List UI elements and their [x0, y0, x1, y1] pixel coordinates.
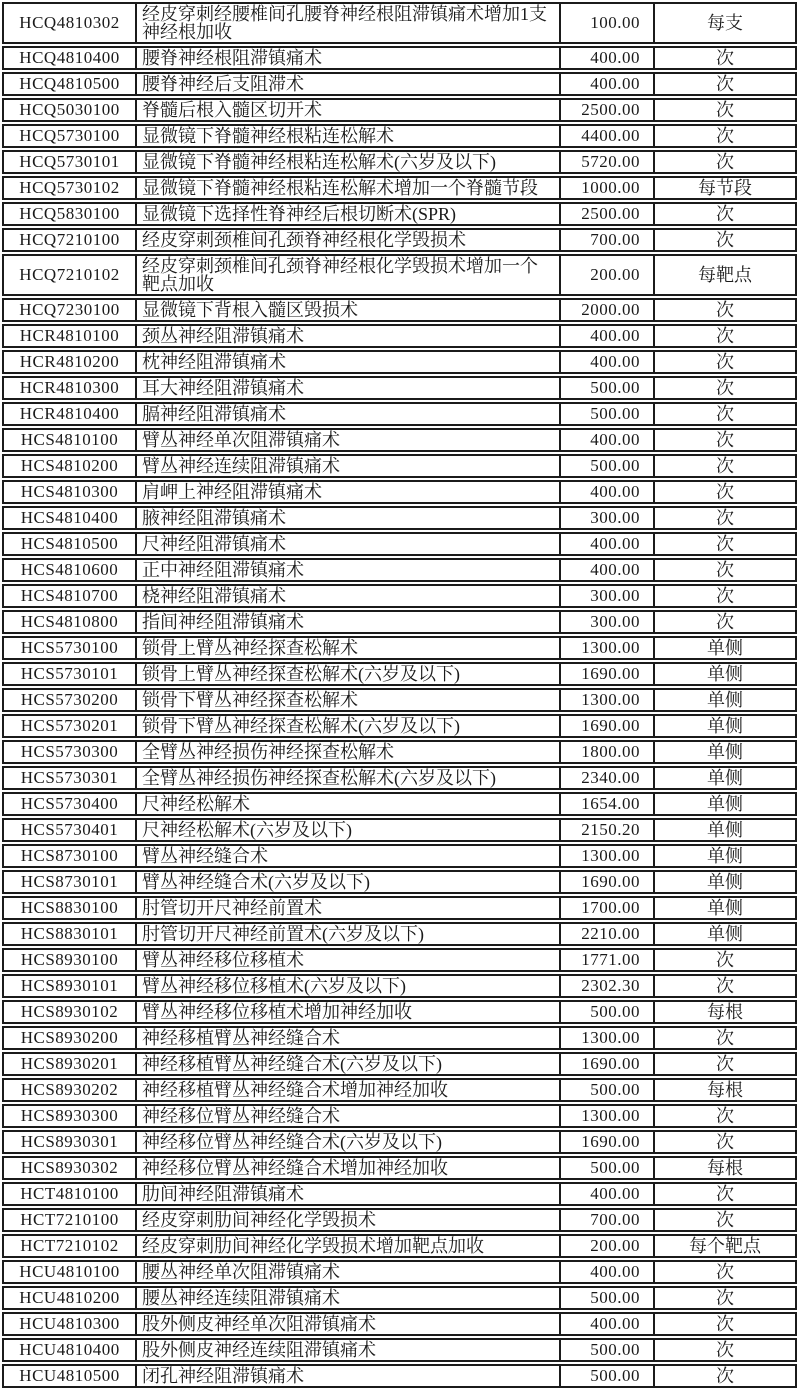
- item-code-cell: HCU4810100: [19, 1262, 120, 1281]
- item-unit-cell: 单侧: [653, 768, 795, 788]
- item-code-cell: HCS5730301: [20, 768, 119, 787]
- item-unit-cell: 每节段: [653, 178, 795, 198]
- item-name-cell: 桡神经阻滞镇痛术: [135, 586, 559, 606]
- item-price-cell: 400.00: [559, 534, 653, 554]
- item-price-cell: 500.00: [559, 1080, 653, 1100]
- item-code-cell: HCS4810300: [20, 482, 119, 501]
- item-name-cell: 腋神经阻滞镇痛术: [135, 508, 559, 528]
- item-code-cell: HCS8930201: [20, 1054, 119, 1073]
- item-code-cell: HCS8930200: [20, 1028, 119, 1047]
- item-code-cell: HCS4810600: [20, 560, 119, 579]
- item-price-cell: 2000.00: [559, 300, 653, 320]
- table-row: [2, 662, 797, 686]
- item-price-cell: 500.00: [559, 378, 653, 398]
- item-price-cell: 1300.00: [559, 638, 653, 658]
- item-price-cell: 1690.00: [559, 1132, 653, 1152]
- item-unit-cell: 次: [653, 976, 795, 996]
- table-row: [2, 402, 797, 426]
- item-unit-cell: 次: [653, 1340, 795, 1360]
- item-name-cell: 腰丛神经单次阻滞镇痛术: [135, 1262, 559, 1282]
- item-price-cell: 1300.00: [559, 846, 653, 866]
- item-unit-cell: 次: [653, 1184, 795, 1204]
- item-unit-cell: 次: [653, 612, 795, 632]
- item-unit-cell: 单侧: [653, 898, 795, 918]
- item-name-cell: 臂丛神经缝合术(六岁及以下): [135, 872, 559, 892]
- item-unit-cell: 每个靶点: [653, 1236, 795, 1256]
- item-name-cell: 腰丛神经连续阻滞镇痛术: [135, 1288, 559, 1308]
- item-price-cell: 1000.00: [559, 178, 653, 198]
- item-code-cell: HCR4810400: [19, 404, 120, 423]
- table-row: [2, 974, 797, 998]
- item-price-cell: 400.00: [559, 326, 653, 346]
- item-name-cell: 显微镜下选择性脊神经后根切断术(SPR): [135, 204, 559, 224]
- item-code-cell: HCS4810500: [20, 534, 119, 553]
- item-price-cell: 100.00: [559, 4, 653, 42]
- item-code-cell: HCS4810200: [20, 456, 119, 475]
- item-code-cell: HCQ7210102: [19, 265, 120, 284]
- item-code-cell: HCS5730201: [20, 716, 119, 735]
- item-name-cell: 臂丛神经缝合术: [135, 846, 559, 866]
- table-row: [2, 46, 797, 70]
- item-unit-cell: 次: [653, 430, 795, 450]
- item-name-cell: 显微镜下脊髓神经根粘连松解术(六岁及以下): [135, 152, 559, 172]
- item-code-cell: HCS5730300: [20, 742, 119, 761]
- table-row: [2, 584, 797, 608]
- item-price-cell: 2150.20: [559, 820, 653, 840]
- item-price-cell: 1690.00: [559, 872, 653, 892]
- item-code-cell: HCT7210100: [20, 1210, 119, 1229]
- item-name-cell: 锁骨下臂丛神经探查松解术: [135, 690, 559, 710]
- table-row: [2, 844, 797, 868]
- item-price-cell: 500.00: [559, 1288, 653, 1308]
- item-code-cell: HCS8730101: [20, 872, 119, 891]
- item-name-cell: 显微镜下脊髓神经根粘连松解术增加一个脊髓节段: [135, 178, 559, 198]
- item-code-cell: HCS8930100: [20, 950, 119, 969]
- item-price-cell: 200.00: [559, 256, 653, 294]
- item-unit-cell: 次: [653, 204, 795, 224]
- item-unit-cell: 次: [653, 1314, 795, 1334]
- item-name-cell: 尺神经松解术: [135, 794, 559, 814]
- item-price-cell: 500.00: [559, 1158, 653, 1178]
- item-unit-cell: 单侧: [653, 820, 795, 840]
- item-price-cell: 1800.00: [559, 742, 653, 762]
- item-price-cell: 2340.00: [559, 768, 653, 788]
- item-code-cell: HCR4810300: [19, 378, 120, 397]
- item-price-cell: 400.00: [559, 1314, 653, 1334]
- item-name-cell: 股外侧皮神经单次阻滞镇痛术: [135, 1314, 559, 1334]
- item-name-cell: 臂丛神经移位移植术(六岁及以下): [135, 976, 559, 996]
- item-price-cell: 300.00: [559, 586, 653, 606]
- item-code-cell: HCQ4810302: [19, 13, 120, 32]
- item-name-cell: 尺神经松解术(六岁及以下): [135, 820, 559, 840]
- item-code-cell: HCS8930102: [20, 1002, 119, 1021]
- item-name-cell: 臂丛神经移位移植术增加神经加收: [135, 1002, 559, 1022]
- table-row: [2, 1208, 797, 1232]
- table-row: [2, 150, 797, 174]
- item-name-cell: 神经移植臂丛神经缝合术(六岁及以下): [135, 1054, 559, 1074]
- item-unit-cell: 次: [653, 230, 795, 250]
- table-row: [2, 480, 797, 504]
- item-price-cell: 400.00: [559, 1262, 653, 1282]
- item-name-cell: 肘管切开尺神经前置术: [135, 898, 559, 918]
- item-code-cell: HCS5730200: [20, 690, 119, 709]
- table-row: [2, 1364, 797, 1388]
- item-price-cell: 2500.00: [559, 100, 653, 120]
- item-code-cell: HCS5730101: [20, 664, 119, 683]
- item-name-cell: 全臂丛神经损伤神经探查松解术(六岁及以下): [135, 768, 559, 788]
- item-price-cell: 400.00: [559, 560, 653, 580]
- item-code-cell: HCS8930202: [20, 1080, 119, 1099]
- item-name-cell: 肋间神经阻滞镇痛术: [135, 1184, 559, 1204]
- item-unit-cell: 次: [653, 152, 795, 172]
- item-unit-cell: 次: [653, 508, 795, 528]
- table-row: [2, 896, 797, 920]
- item-code-cell: HCU4810200: [19, 1288, 120, 1307]
- table-row: [2, 1286, 797, 1310]
- table-row: [2, 1130, 797, 1154]
- table-row: [2, 1182, 797, 1206]
- item-name-cell: 神经移植臂丛神经缝合术增加神经加收: [135, 1080, 559, 1100]
- item-name-cell: 经皮穿刺肋间神经化学毁损术增加靶点加收: [135, 1236, 559, 1256]
- item-code-cell: HCS8830100: [20, 898, 119, 917]
- item-code-cell: HCS4810100: [20, 430, 119, 449]
- item-name-cell: 神经移植臂丛神经缝合术: [135, 1028, 559, 1048]
- item-name-cell: 锁骨上臂丛神经探查松解术(六岁及以下): [135, 664, 559, 684]
- item-name-cell: 臂丛神经移位移植术: [135, 950, 559, 970]
- item-unit-cell: 每根: [653, 1158, 795, 1178]
- table-row: [2, 948, 797, 972]
- item-price-cell: 500.00: [559, 1366, 653, 1386]
- item-price-cell: 500.00: [559, 456, 653, 476]
- item-unit-cell: 单侧: [653, 638, 795, 658]
- item-price-cell: 1300.00: [559, 1028, 653, 1048]
- item-unit-cell: 单侧: [653, 924, 795, 944]
- item-price-cell: 1690.00: [559, 716, 653, 736]
- item-unit-cell: 次: [653, 326, 795, 346]
- item-name-cell: 颈丛神经阻滞镇痛术: [135, 326, 559, 346]
- table-row: [2, 324, 797, 348]
- item-unit-cell: 次: [653, 1262, 795, 1282]
- table-row: [2, 1234, 797, 1258]
- table-row: [2, 610, 797, 634]
- item-unit-cell: 单侧: [653, 742, 795, 762]
- table-row: [2, 228, 797, 252]
- item-price-cell: 400.00: [559, 352, 653, 372]
- item-code-cell: HCR4810200: [19, 352, 120, 371]
- item-price-cell: 1300.00: [559, 690, 653, 710]
- table-row: [2, 2, 797, 44]
- table-row: [2, 1260, 797, 1284]
- item-name-cell: 耳大神经阻滞镇痛术: [135, 378, 559, 398]
- table-row: [2, 636, 797, 660]
- item-unit-cell: 次: [653, 560, 795, 580]
- table-row: [2, 1026, 797, 1050]
- item-price-cell: 500.00: [559, 1340, 653, 1360]
- item-price-cell: 200.00: [559, 1236, 653, 1256]
- item-code-cell: HCS4810700: [20, 586, 119, 605]
- item-name-cell: 肘管切开尺神经前置术(六岁及以下): [135, 924, 559, 944]
- item-unit-cell: 次: [653, 1366, 795, 1386]
- item-price-cell: 1700.00: [559, 898, 653, 918]
- item-code-cell: HCQ4810500: [19, 74, 120, 93]
- item-price-cell: 400.00: [559, 48, 653, 68]
- item-price-cell: 1690.00: [559, 1054, 653, 1074]
- item-name-cell: 正中神经阻滞镇痛术: [135, 560, 559, 580]
- table-row: [2, 1052, 797, 1076]
- item-name-cell: 经皮穿刺颈椎间孔颈脊神经根化学毁损术: [135, 230, 559, 250]
- item-price-cell: 1300.00: [559, 1106, 653, 1126]
- item-code-cell: HCT4810100: [20, 1184, 119, 1203]
- item-price-cell: 1654.00: [559, 794, 653, 814]
- item-unit-cell: 次: [653, 378, 795, 398]
- item-unit-cell: 次: [653, 126, 795, 146]
- item-unit-cell: 次: [653, 404, 795, 424]
- item-name-cell: 腰脊神经根阻滞镇痛术: [135, 48, 559, 68]
- table-row: [2, 1078, 797, 1102]
- item-code-cell: HCS8730100: [20, 846, 119, 865]
- item-price-cell: 400.00: [559, 1184, 653, 1204]
- item-name-cell: 脊髓后根入髓区切开术: [135, 100, 559, 120]
- item-code-cell: HCU4810400: [19, 1340, 120, 1359]
- item-name-cell: 臂丛神经单次阻滞镇痛术: [135, 430, 559, 450]
- item-price-cell: 400.00: [559, 430, 653, 450]
- item-unit-cell: 每靶点: [653, 256, 795, 294]
- table-row: [2, 1312, 797, 1336]
- item-unit-cell: 单侧: [653, 846, 795, 866]
- item-code-cell: HCS8930301: [20, 1132, 119, 1151]
- item-name-cell: 股外侧皮神经连续阻滞镇痛术: [135, 1340, 559, 1360]
- item-name-cell: 显微镜下背根入髓区毁损术: [135, 300, 559, 320]
- item-name-cell: 锁骨上臂丛神经探查松解术: [135, 638, 559, 658]
- item-code-cell: HCS8930302: [20, 1158, 119, 1177]
- item-unit-cell: 次: [653, 1028, 795, 1048]
- table-row: [2, 714, 797, 738]
- item-unit-cell: 次: [653, 1288, 795, 1308]
- item-unit-cell: 次: [653, 1106, 795, 1126]
- item-code-cell: HCS8830101: [20, 924, 119, 943]
- item-name-cell: 经皮穿刺肋间神经化学毁损术: [135, 1210, 559, 1230]
- item-unit-cell: 单侧: [653, 794, 795, 814]
- table-row: [2, 558, 797, 582]
- item-unit-cell: 次: [653, 534, 795, 554]
- item-price-cell: 1690.00: [559, 664, 653, 684]
- item-name-cell: 锁骨下臂丛神经探查松解术(六岁及以下): [135, 716, 559, 736]
- item-code-cell: HCS5730100: [20, 638, 119, 657]
- item-code-cell: HCS8930101: [20, 976, 119, 995]
- item-price-cell: 5720.00: [559, 152, 653, 172]
- table-row: [2, 176, 797, 200]
- item-code-cell: HCS5730400: [20, 794, 119, 813]
- table-row: [2, 506, 797, 530]
- table-row: [2, 740, 797, 764]
- item-price-cell: 2302.30: [559, 976, 653, 996]
- item-code-cell: HCS4810400: [20, 508, 119, 527]
- table-row: [2, 922, 797, 946]
- item-name-cell: 尺神经阻滞镇痛术: [135, 534, 559, 554]
- item-price-cell: 4400.00: [559, 126, 653, 146]
- table-row: [2, 454, 797, 478]
- item-price-cell: 400.00: [559, 482, 653, 502]
- item-code-cell: HCQ5730101: [19, 152, 120, 171]
- table-row: [2, 202, 797, 226]
- item-unit-cell: 次: [653, 482, 795, 502]
- item-unit-cell: 次: [653, 100, 795, 120]
- table-row: [2, 532, 797, 556]
- item-price-cell: 700.00: [559, 1210, 653, 1230]
- item-price-cell: 500.00: [559, 404, 653, 424]
- item-unit-cell: 次: [653, 1132, 795, 1152]
- table-row: [2, 72, 797, 96]
- item-unit-cell: 次: [653, 586, 795, 606]
- item-unit-cell: 单侧: [653, 690, 795, 710]
- item-unit-cell: 每根: [653, 1080, 795, 1100]
- item-name-cell: 肩岬上神经阻滞镇痛术: [135, 482, 559, 502]
- item-name-cell: 枕神经阻滞镇痛术: [135, 352, 559, 372]
- item-unit-cell: 次: [653, 300, 795, 320]
- table-row: [2, 688, 797, 712]
- item-unit-cell: 次: [653, 74, 795, 94]
- item-name-cell: 臂丛神经连续阻滞镇痛术: [135, 456, 559, 476]
- item-code-cell: HCS8930300: [20, 1106, 119, 1125]
- item-name-cell: 指间神经阻滞镇痛术: [135, 612, 559, 632]
- item-name-cell: 腰脊神经后支阻滞术: [135, 74, 559, 94]
- item-name-cell: 经皮穿刺颈椎间孔颈脊神经根化学毁损术增加一个靶点加收: [135, 256, 559, 294]
- item-code-cell: HCQ5730100: [19, 126, 120, 145]
- table-row: [2, 1000, 797, 1024]
- item-name-cell: 闭孔神经阻滞镇痛术: [135, 1366, 559, 1386]
- item-code-cell: HCU4810300: [19, 1314, 120, 1333]
- item-price-cell: 2210.00: [559, 924, 653, 944]
- table-row: [2, 1338, 797, 1362]
- item-name-cell: 膈神经阻滞镇痛术: [135, 404, 559, 424]
- table-row: [2, 254, 797, 296]
- item-unit-cell: 次: [653, 1210, 795, 1230]
- table-row: [2, 870, 797, 894]
- item-price-cell: 2500.00: [559, 204, 653, 224]
- item-price-cell: 300.00: [559, 508, 653, 528]
- item-name-cell: 显微镜下脊髓神经根粘连松解术: [135, 126, 559, 146]
- item-code-cell: HCT7210102: [20, 1236, 119, 1255]
- item-unit-cell: 单侧: [653, 664, 795, 684]
- item-price-cell: 500.00: [559, 1002, 653, 1022]
- table-row: [2, 1104, 797, 1128]
- table-row: [2, 124, 797, 148]
- table-row: [2, 766, 797, 790]
- item-unit-cell: 次: [653, 352, 795, 372]
- item-code-cell: HCQ7230100: [19, 300, 120, 319]
- table-row: [2, 428, 797, 452]
- item-unit-cell: 每支: [653, 4, 795, 42]
- item-code-cell: HCQ7210100: [19, 230, 120, 249]
- item-name-cell: 神经移位臂丛神经缝合术(六岁及以下): [135, 1132, 559, 1152]
- item-unit-cell: 次: [653, 950, 795, 970]
- item-unit-cell: 单侧: [653, 872, 795, 892]
- table-row: [2, 298, 797, 322]
- item-code-cell: HCS5730401: [20, 820, 119, 839]
- table-row: [2, 1156, 797, 1180]
- item-unit-cell: 单侧: [653, 716, 795, 736]
- item-code-cell: HCU4810500: [19, 1366, 120, 1385]
- item-code-cell: HCQ5730102: [19, 178, 120, 197]
- item-price-cell: 300.00: [559, 612, 653, 632]
- item-price-cell: 700.00: [559, 230, 653, 250]
- item-code-cell: HCQ5830100: [19, 204, 120, 223]
- item-name-cell: 全臂丛神经损伤神经探查松解术: [135, 742, 559, 762]
- item-unit-cell: 次: [653, 48, 795, 68]
- item-unit-cell: 次: [653, 1054, 795, 1074]
- table-row: [2, 350, 797, 374]
- item-price-cell: 400.00: [559, 74, 653, 94]
- item-price-cell: 1771.00: [559, 950, 653, 970]
- item-name-cell: 经皮穿刺经腰椎间孔腰脊神经根阻滞镇痛术增加1支神经根加收: [135, 4, 559, 42]
- item-name-cell: 神经移位臂丛神经缝合术: [135, 1106, 559, 1126]
- table-row: [2, 376, 797, 400]
- item-code-cell: HCS4810800: [20, 612, 119, 631]
- table-row: [2, 818, 797, 842]
- table-row: [2, 792, 797, 816]
- item-unit-cell: 次: [653, 456, 795, 476]
- item-code-cell: HCQ4810400: [19, 48, 120, 67]
- item-name-cell: 神经移位臂丛神经缝合术增加神经加收: [135, 1158, 559, 1178]
- item-code-cell: HCQ5030100: [19, 100, 120, 119]
- item-unit-cell: 每根: [653, 1002, 795, 1022]
- table-row: [2, 98, 797, 122]
- item-code-cell: HCR4810100: [19, 326, 120, 345]
